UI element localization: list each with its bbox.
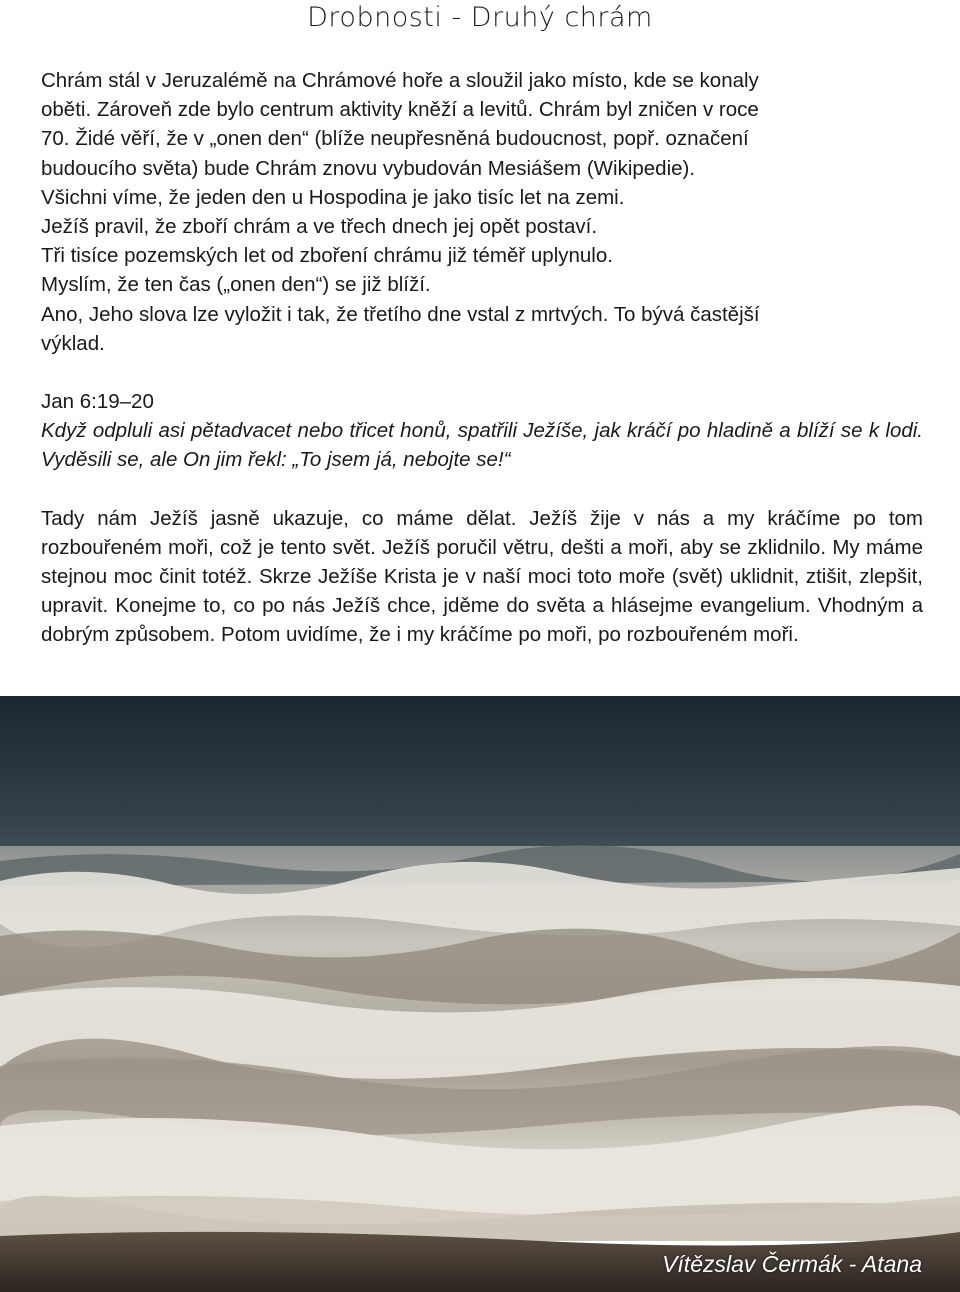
stormy-sea-illustration <box>0 696 960 1292</box>
verse-reference: Jan 6:19–20 <box>41 390 154 414</box>
spacer <box>41 358 923 387</box>
verse-quote: Když odpluli asi pětadvacet nebo třicet honů, spatřili Ježíše, jak kráčí po hladině a blíží se k lodi. Vyděsili se, ale On jim řekl: „To jsem já, nebojte se!“ <box>41 419 923 472</box>
intro-line: Ano, Jeho slova lze vyložit i tak, že třetího dne vstal z mrtvých. To bývá častější <box>41 302 760 326</box>
photo-credit: Vítězslav Čermák - Atana <box>662 1251 922 1277</box>
intro-line: oběti. Zároveň zde bylo centrum aktivity kněží a levitů. Chrám byl zničen v roce <box>41 98 759 122</box>
stormy-sea-photo <box>0 696 960 1292</box>
sky <box>0 696 960 871</box>
intro-line: 70. Židé věří, že v „onen den“ (blíže neupřesněná budoucnost, popř. označení <box>41 127 749 151</box>
intro-section <box>41 66 923 358</box>
intro-line: Ježíš pravil, že zboří chrám a ve třech dnech jej opět postaví. <box>41 215 598 239</box>
page-title: Drobnosti - Druhý chrám <box>307 2 653 33</box>
article-body <box>41 66 923 650</box>
intro-line: Myslím, že ten čas („onen den“) se již blíží. <box>41 273 431 297</box>
intro-line: výklad. <box>41 331 105 355</box>
intro-line: Všichni víme, že jeden den u Hospodina je jako tisíc let na zemi. <box>41 185 625 209</box>
intro-line: Chrám stál v Jeruzalémě na Chrámové hoře a sloužil jako místo, kde se konaly <box>41 69 759 92</box>
closing-paragraph: Tady nám Ježíš jasně ukazuje, co máme dělat. Ježíš žije v nás a my kráčíme po tom rozbouřeném moři, což je tento svět. Ježíš poručil větru, dešti a moři, aby se zklidnilo. My máme stejnou moc činit totéž. Skrze Ježíše Krista je v naší moci toto moře (svět) uklidnit, ztišit, zlepšit, upravit. Konejme to, co po nás Ježíš chce, jděme do světa a hlásejme evangelium. Vhodným a dobrým způsobem. Potom uvidíme, že i my kráčíme po moři, po rozbouřeném moři. <box>41 506 923 647</box>
spacer <box>41 475 923 504</box>
intro-line: budoucího světa) bude Chrám znovu vybudován Mesiášem (Wikipedie). <box>41 156 696 180</box>
intro-line: Tři tisíce pozemských let od zboření chrámu již téměř uplynulo. <box>41 244 613 268</box>
